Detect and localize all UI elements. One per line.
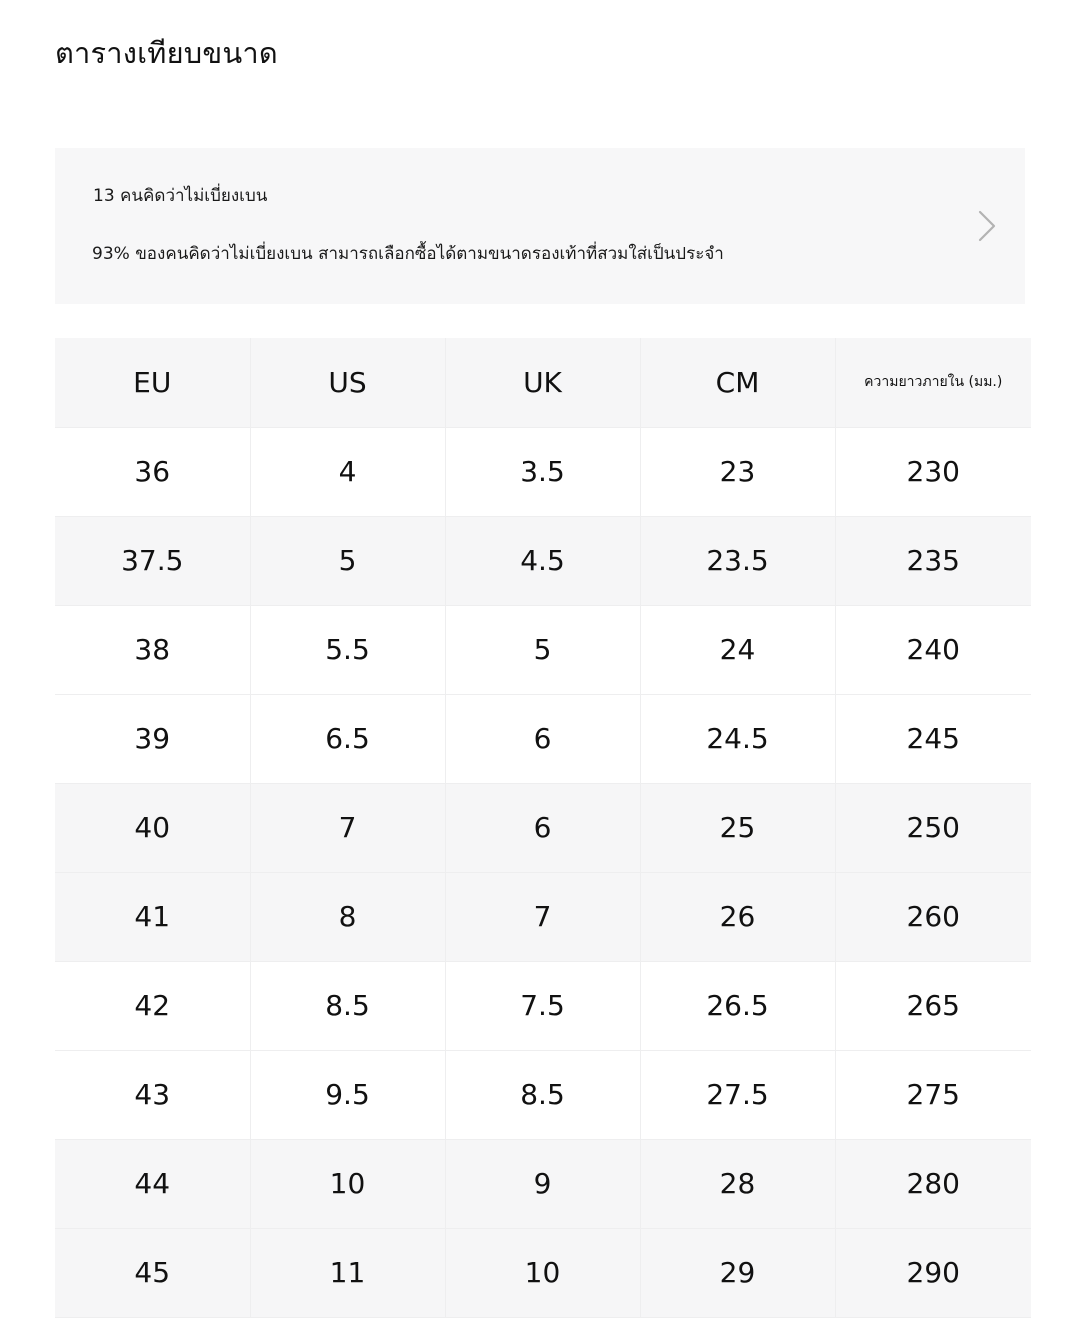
cell-inner-length: 230 bbox=[835, 427, 1031, 516]
cell-inner-length: 265 bbox=[835, 961, 1031, 1050]
cell-uk: 9 bbox=[445, 1139, 640, 1228]
cell-us: 11 bbox=[250, 1228, 445, 1317]
table-row bbox=[55, 1228, 1031, 1317]
cell-us: 7 bbox=[250, 783, 445, 872]
header-cm: CM bbox=[640, 338, 835, 427]
table-row bbox=[55, 783, 1031, 872]
review-count-text: 13 คนคิดว่าไม่เบี่ยงเบน bbox=[93, 186, 268, 206]
header-us: US bbox=[250, 338, 445, 427]
cell-inner-length: 275 bbox=[835, 1050, 1031, 1139]
cell-us: 5.5 bbox=[250, 605, 445, 694]
cell-uk: 8.5 bbox=[445, 1050, 640, 1139]
cell-eu: 36 bbox=[55, 427, 250, 516]
cell-inner-length: 240 bbox=[835, 605, 1031, 694]
cell-eu: 42 bbox=[55, 961, 250, 1050]
cell-cm: 27.5 bbox=[640, 1050, 835, 1139]
cell-cm: 23 bbox=[640, 427, 835, 516]
cell-uk: 3.5 bbox=[445, 427, 640, 516]
cell-cm: 26.5 bbox=[640, 961, 835, 1050]
cell-uk: 6 bbox=[445, 694, 640, 783]
cell-eu: 44 bbox=[55, 1139, 250, 1228]
cell-cm: 26 bbox=[640, 872, 835, 961]
cell-uk: 10 bbox=[445, 1228, 640, 1317]
cell-us: 6.5 bbox=[250, 694, 445, 783]
table-row bbox=[55, 872, 1031, 961]
cell-us: 10 bbox=[250, 1139, 445, 1228]
cell-cm: 29 bbox=[640, 1228, 835, 1317]
table-row bbox=[55, 961, 1031, 1050]
cell-inner-length: 235 bbox=[835, 516, 1031, 605]
table-row bbox=[55, 694, 1031, 783]
cell-uk: 5 bbox=[445, 605, 640, 694]
cell-us: 8 bbox=[250, 872, 445, 961]
cell-cm: 24.5 bbox=[640, 694, 835, 783]
header-eu: EU bbox=[55, 338, 250, 427]
cell-cm: 25 bbox=[640, 783, 835, 872]
cell-us: 8.5 bbox=[250, 961, 445, 1050]
cell-inner-length: 280 bbox=[835, 1139, 1031, 1228]
cell-eu: 38 bbox=[55, 605, 250, 694]
cell-eu: 43 bbox=[55, 1050, 250, 1139]
table-row bbox=[55, 1050, 1031, 1139]
cell-inner-length: 260 bbox=[835, 872, 1031, 961]
cell-eu: 45 bbox=[55, 1228, 250, 1317]
cell-eu: 40 bbox=[55, 783, 250, 872]
cell-uk: 7 bbox=[445, 872, 640, 961]
cell-us: 5 bbox=[250, 516, 445, 605]
page-title: ตารางเทียบขนาด bbox=[55, 36, 278, 70]
fit-review-card[interactable] bbox=[55, 148, 1025, 304]
review-summary-text: 93% ของคนคิดว่าไม่เบี่ยงเบน สามารถเลือกซื้อได้ตามขนาดรองเท้าที่สวมใส่เป็นประจำ bbox=[92, 244, 724, 264]
table-header-row bbox=[55, 338, 1031, 427]
size-chart-table bbox=[55, 338, 1031, 1318]
cell-uk: 4.5 bbox=[445, 516, 640, 605]
cell-eu: 41 bbox=[55, 872, 250, 961]
cell-uk: 7.5 bbox=[445, 961, 640, 1050]
table-row bbox=[55, 516, 1031, 605]
chevron-right-icon[interactable] bbox=[971, 208, 1001, 244]
cell-us: 4 bbox=[250, 427, 445, 516]
cell-eu: 37.5 bbox=[55, 516, 250, 605]
table-row bbox=[55, 1139, 1031, 1228]
cell-us: 9.5 bbox=[250, 1050, 445, 1139]
header-inner-length: ความยาวภายใน (มม.) bbox=[835, 338, 1031, 427]
table-row bbox=[55, 605, 1031, 694]
cell-uk: 6 bbox=[445, 783, 640, 872]
table-row bbox=[55, 427, 1031, 516]
cell-cm: 28 bbox=[640, 1139, 835, 1228]
cell-inner-length: 250 bbox=[835, 783, 1031, 872]
cell-cm: 23.5 bbox=[640, 516, 835, 605]
cell-inner-length: 290 bbox=[835, 1228, 1031, 1317]
header-uk: UK bbox=[445, 338, 640, 427]
cell-inner-length: 245 bbox=[835, 694, 1031, 783]
cell-eu: 39 bbox=[55, 694, 250, 783]
cell-cm: 24 bbox=[640, 605, 835, 694]
